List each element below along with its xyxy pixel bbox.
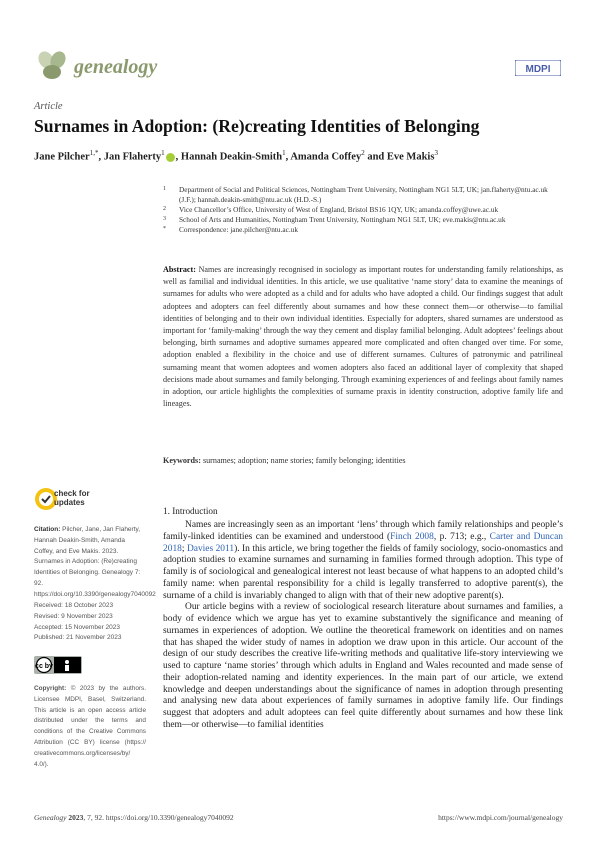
affiliation-item: 3 School of Arts and Humanities, Nottingham Trent University, Nottingham NG1 5LT, UK; eve.makis@ntu.ac.uk bbox=[163, 214, 506, 224]
author-name[interactable]: Hannah Deakin-Smith bbox=[180, 151, 283, 163]
received-date: Received: 18 October 2023 bbox=[34, 602, 114, 609]
published-date: Published: 21 November 2023 bbox=[34, 634, 122, 642]
paragraph: Our article begins with a review of sociological research literature about surnames and families, a body of evidence which we argue has yet to examine substantively the significance and meaning of surnames in experiences of adoption. We outline the theoretical framework on identities and on names that has shaped the wider study of names in adoption we draw upon in this article. Our account of the design of our study describes the creative life-writing methods and qualitative life-story interviewing we used to capture ‘name stories’ through which adults in England and Wales recounted and made sense of their adoption-related naming and identity experiences. In the main part of our article, we extend knowledge and deepen understandings about the significance of names in adoption through presenting and analysing new data about experiences of family surnames in adoptive family life. Our findings suggest that adopters and adult adoptees can feel quite differently about surnames and how these link them—or otherwise—to familial identities bbox=[163, 602, 563, 730]
citation-block: Citation: Pilcher, Jane, Jan Flaherty, Hannah Deakin-Smith, Amanda Coffey, and Eve Makis. 2023. Surnames in Adoption: (Re)creating Identities of Belonging. Genealogy 7: 92. https://doi.org/10.3390/genealogy7040092 bbox=[34, 526, 156, 598]
author-name[interactable]: Eve Makis bbox=[386, 151, 435, 163]
footer-citation: Genealogy 2023, 7, 92. https://doi.org/10.3390/genealogy7040092 bbox=[34, 813, 234, 822]
keywords-text: surnames; adoption; name stories; family belonging; identities bbox=[202, 456, 406, 465]
correspondence: * Correspondence: jane.pilcher@ntu.ac.uk bbox=[163, 224, 298, 234]
footer-journal-url[interactable]: https://www.mdpi.com/journal/genealogy bbox=[438, 813, 563, 822]
author-list: Jane Pilcher$^{1,*}$, Jan Flaherty$^1$ , Hannah Deakin-Smith$^1$, Amanda Coffey$^2$ and Eve Makis$^3$ bbox=[34, 149, 438, 163]
cc-license-icon[interactable] bbox=[34, 656, 82, 674]
abstract-text: Names are increasingly recognised in sociology as important routes for understanding family relationships, as well as familial and individual identities. In this article, we use qualitative ‘name story’ data to examine the meanings of surnames for adults who were adopted as a child and for adults who have adopted a child. Our findings suggest that adult adoptees and adopters can feel differently about surnames and how these connect them—or otherwise—to familial identities of belonging and to their own individual identities. Especially for adopters, shared surnames are understood as important for ‘family-making’ through the way they cement and display familial belonging. Adult adoptees’ feelings about belonging, birth surnames and adoptive surnames appeared more complicated and often changed over time. For some, adoption enabled a flexibility in the choice and use of different surnames. Cultures of patronymic and patrilineal surnaming meant that women adoptees and women adopters also faced an additional layer of complexity that shaped decisions made about surnames and family belonging. Through examining experiences of and feelings about family names in adoption, our article highlights the complexities of surname praxis in identity construction, adoptive family life and lineages. bbox=[163, 265, 563, 409]
accepted-date: Accepted: 15 November 2023 bbox=[34, 623, 120, 631]
paragraph: Names are increasingly seen as an important ‘lens’ through which family relationships and people’s family-linked identities can be examined and understood (Finch 2008, p. 713; e.g., Carter and Duncan 2018; Davies 2011). In this article, we bring together the fields of family sociology, socio-onomastics and adoption studies to examine surnames and surnaming in families formed through adoption. This type of family is of sociological and genealogical interest not least because of what happens to an adopted child’s family name: when parental responsibility for a child is legally transferred to adoptive parent(s), the surname of a child is invariably changed to align with that of their new adoptive parent(s). bbox=[163, 520, 564, 601]
article-type: Article bbox=[34, 101, 63, 112]
abstract-label: Abstract: bbox=[163, 265, 196, 274]
orcid-icon[interactable] bbox=[166, 153, 175, 162]
section-heading: 1. Introduction bbox=[163, 506, 218, 516]
journal-name: genealogy bbox=[74, 56, 158, 78]
affiliations bbox=[163, 185, 563, 235]
svg-text:cc by: cc by bbox=[35, 663, 53, 670]
abstract bbox=[163, 264, 563, 410]
citation-link[interactable]: Finch 2008 bbox=[390, 531, 434, 542]
affiliation-item: 2 Vice Chancellor’s Office, University of West of England, Bristol BS16 1QY, UK; amanda.coffey@uwe.ac.uk bbox=[163, 204, 499, 214]
journal-logo bbox=[34, 48, 70, 84]
author-name[interactable]: Jan Flaherty bbox=[103, 151, 162, 163]
author-name[interactable]: Jane Pilcher bbox=[34, 151, 90, 163]
author-name[interactable]: Amanda Coffey bbox=[290, 151, 362, 163]
copyright-block: Copyright: © 2023 by the authors. Licensee MDPI, Basel, Switzerland. This article is an open access article distributed under the terms and conditions of the Creative Commons Attribution (CC BY) license (https:// creativecommons.org/licenses/by/ 4.0/). bbox=[34, 685, 146, 768]
keywords bbox=[163, 456, 563, 465]
article-title: Surnames in Adoption: (Re)creating Identities of Belonging bbox=[34, 116, 480, 136]
affiliation-item: 1 Department of Social and Political Sciences, Nottingham Trent University, Nottingham NG1 5LT, UK; jan.flaherty@ntu.ac.uk (J.F.); hannah.deakin-smith@ntu.ac.uk (H.D.-S.) bbox=[163, 185, 548, 204]
svg-text:MDPI: MDPI bbox=[525, 64, 551, 75]
revised-date: Revised: 9 November 2023 bbox=[34, 612, 113, 620]
keywords-label: Keywords: bbox=[163, 456, 201, 465]
body-text bbox=[163, 520, 563, 732]
publication-dates bbox=[34, 601, 144, 644]
citation-link[interactable]: Davies 2011 bbox=[186, 543, 235, 554]
citation-link[interactable]: Carter and Duncan 2018 bbox=[163, 531, 563, 554]
mdpi-logo bbox=[515, 60, 561, 76]
